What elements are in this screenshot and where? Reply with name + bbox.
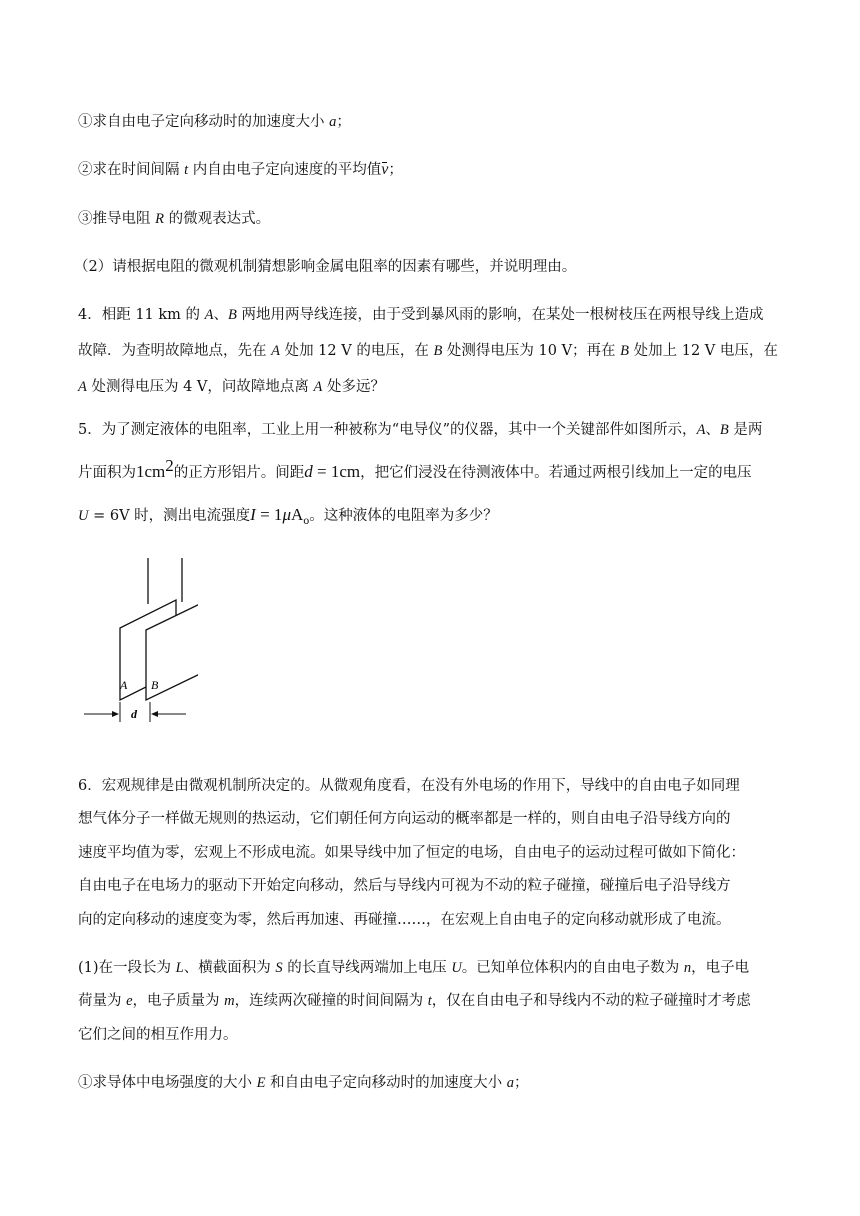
conductivity-cell-figure (78, 556, 198, 726)
q6-line-4: 自由电子在电场力的驱动下开始定向移动，然后与导线内可视为不动的粒子碰撞，碰撞后电子沿导线方 (78, 878, 731, 894)
q5-line-2: 片面积为$1cm^2$的正方形铝片。间距d = 1cm，把它们浸没在待测液体中。若通过两根引线加上一定的电压 (78, 456, 752, 481)
label-a: A (120, 678, 128, 692)
v-bar-symbol: v (381, 161, 389, 178)
q6-line-3: 速度平均值为零，宏观上不形成电流。如果导线中加了恒定的电场，自由电子的运动过程可做如下简化： (78, 845, 745, 861)
q6-line-5: 向的定向移动的速度变为零，然后再加速、再碰撞……，在宏观上自由电子的定向移动就形成了电流。 (78, 912, 731, 928)
q3-sub-3: ③推导电阻 R 的微观表达式。 (78, 211, 271, 227)
q4-line-2: 故障．为查明故障地点，先在 A 处加 12 V 的电压，在 B 处测得电压为 10 V；再在 B 处加上 12 V 电压，在 (78, 343, 778, 359)
q6-part-1-line-2: 荷量为 e，电子质量为 m，连续两次碰撞的时间间隔为 t，仅在自由电子和导线内不动的粒子碰撞时才考虑 (78, 993, 751, 1009)
q5-line-1: 5．为了测定液体的电阻率，工业上用一种被称为“电导仪”的仪器，其中一个关键部件如图所示，A、B 是两 (78, 422, 763, 438)
q6-part-1-sub-1: ①求导体中电场强度的大小 E 和自由电子定向移动时的加速度大小 a； (78, 1075, 529, 1091)
q3-sub-2: ②求在时间间隔 t 内自由电子定向速度的平均值v； (78, 161, 403, 178)
q4-line-1: 4．相距 11 km 的 A、B 两地用两导线连接，由于受到暴风雨的影响，在某处一根树枝压在两根导线上造成 (78, 307, 764, 323)
q5-line-3: U = 6V 时，测出电流强度$I = 1\mu A_o$。这种液体的电阻率为多少？ (78, 505, 498, 527)
q6-line-1: 6．宏观规律是由微观机制所决定的。从微观角度看，在没有外电场的作用下，导线中的自由电子如同理 (78, 778, 740, 794)
q4-line-3: A 处测得电压为 4 V，问故障地点离 A 处多远？ (78, 379, 385, 395)
label-d: d (131, 707, 137, 721)
q3-part-2: （2）请根据电阻的微观机制猜想影响金属电阻率的因素有哪些，并说明理由。 (74, 259, 577, 275)
q6-part-1-line-3: 它们之间的相互作用力。 (78, 1027, 238, 1043)
q6-line-2: 想气体分子一样做无规则的热运动，它们朝任何方向运动的概率都是一样的，则自由电子沿导线方向的 (78, 811, 731, 827)
label-b: B (151, 678, 159, 692)
q3-sub-1: ①求自由电子定向移动时的加速度大小 a； (78, 114, 351, 130)
q6-part-1-line-1: (1)在一段长为 L、横截面积为 S 的长直导线两端加上电压 U。已知单位体积内的自由电子数为 n，电子电 (78, 960, 750, 976)
